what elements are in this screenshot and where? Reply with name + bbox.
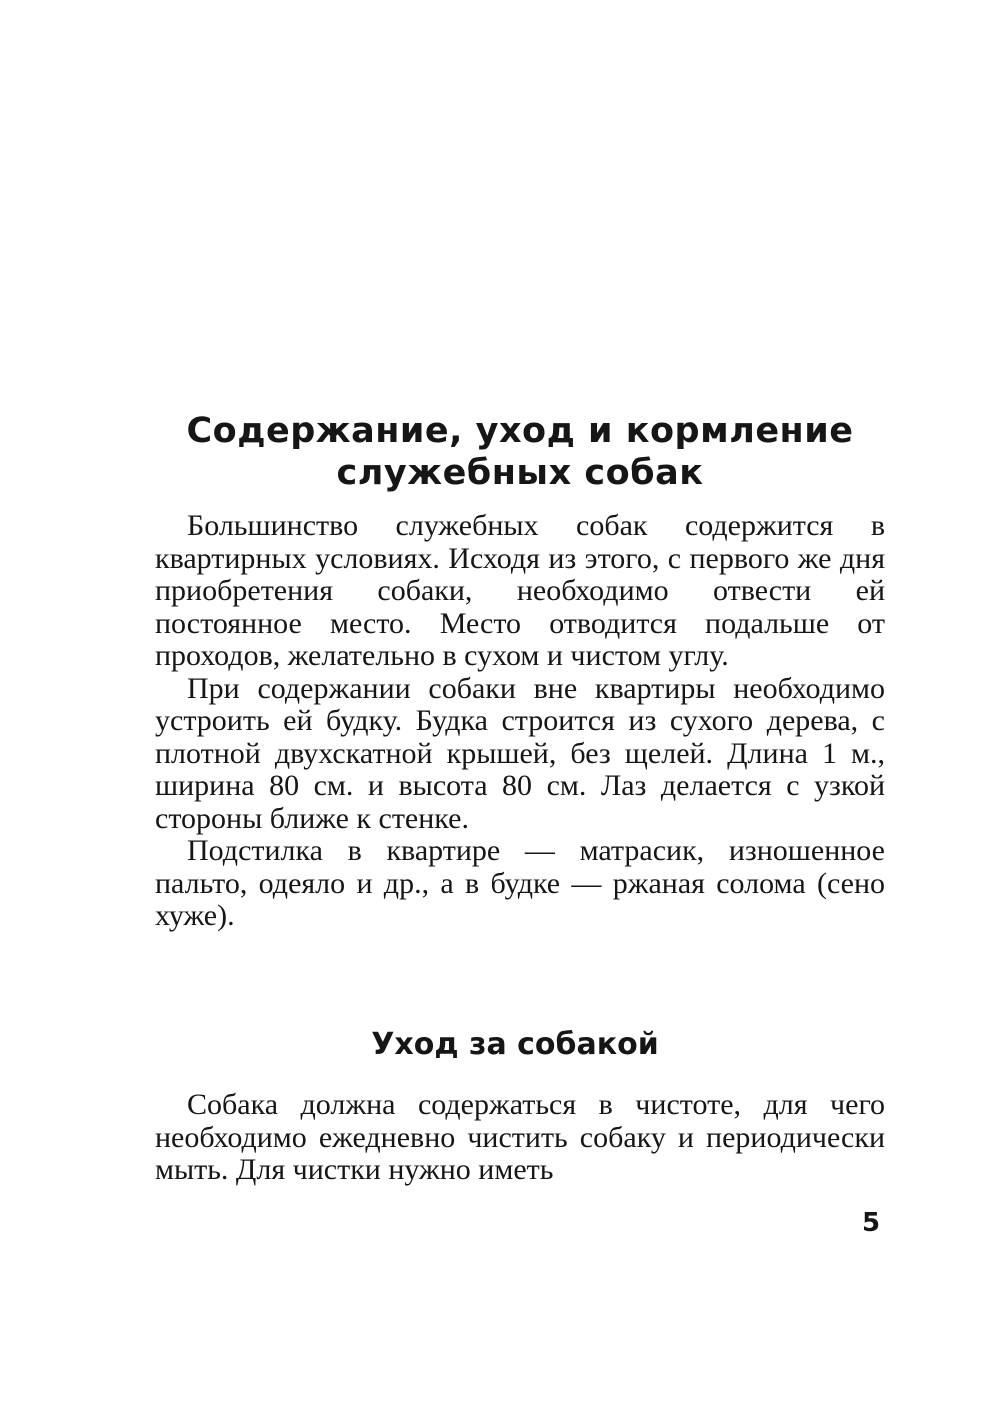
page-number: 5 (862, 1208, 881, 1238)
paragraph: Большинство служебных собак содержится в квартирных условиях. Исходя из этого, с первого же дня приобретения собаки, необходимо отвести ей постоянное место. Место отводится подальше от проходов, желательно в сухом и чистом углу. (155, 509, 885, 672)
paragraph: Собака должна содержаться в чистоте, для чего необходимо ежедневно чистить собаку и периодически мыть. Для чистки нужно иметь (155, 1088, 885, 1186)
chapter-title (0, 410, 1000, 494)
paragraph: Подстилка в квартире — матрасик, изношенное пальто, одеяло и др., а в будке — ржаная солома (сено хуже). (155, 834, 885, 932)
section-2-body (155, 1089, 885, 1187)
section-2-heading: Уход за собакой (371, 1027, 659, 1062)
chapter-title-line-2: служебных собак (336, 453, 704, 493)
section-1-body (155, 510, 885, 933)
paragraph: При содержании собаки вне квартиры необходимо устроить ей будку. Будка строится из сухого дерева, с плотной двухскатной крышей, без щелей. Длина 1 м., ширина 80 см. и высота 80 см. Лаз делается с узкой стороны ближе к стенке. (155, 671, 885, 835)
chapter-title-line-1: Содержание, уход и кормление (186, 411, 854, 451)
